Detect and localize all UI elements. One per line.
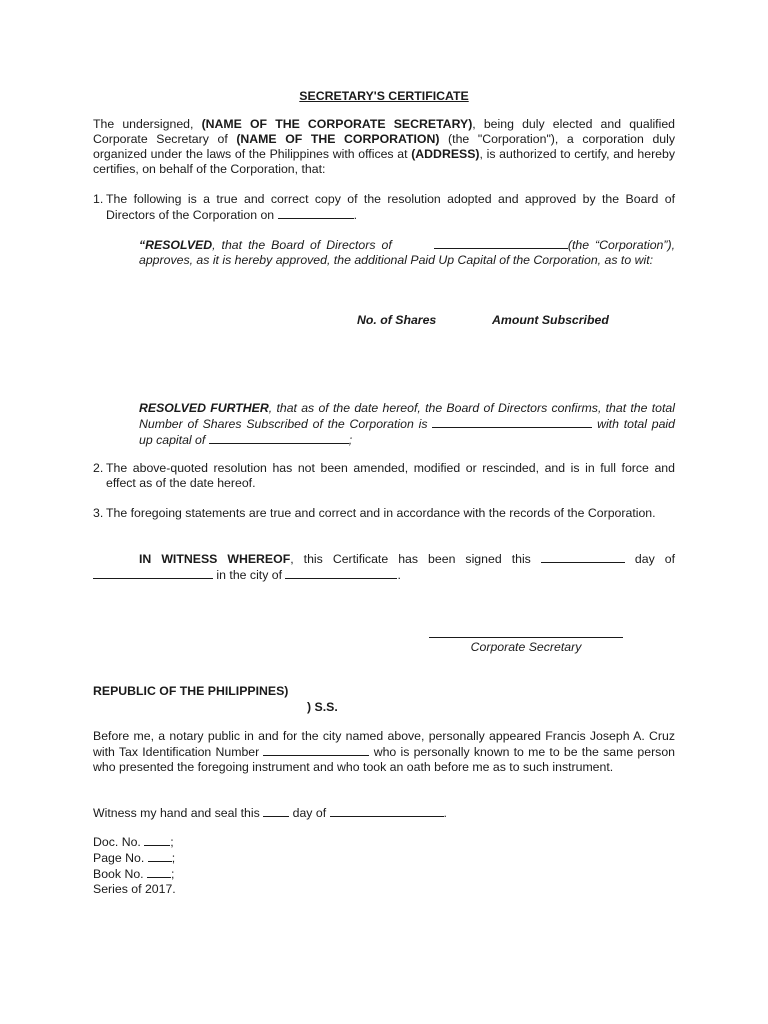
item-3-text: The foregoing statements are true and correct and in accordance with the records of the Corporation.	[106, 506, 656, 520]
witness-paragraph	[93, 551, 675, 583]
item-2-number: 2.	[93, 461, 104, 475]
page-no-blank[interactable]	[148, 850, 172, 862]
notary-paragraph	[93, 729, 675, 775]
month-blank[interactable]	[93, 567, 213, 579]
document-title: SECRETARY'S CERTIFICATE	[299, 89, 469, 103]
doc-info	[93, 834, 675, 897]
notary-text-1: Before me, a notary public in and for the city named above, personally appeared Francis Joseph A. Cruz with Tax Identification Number	[93, 729, 675, 759]
signature-line[interactable]	[429, 637, 623, 638]
doc-no-blank[interactable]	[144, 834, 170, 846]
board-blank[interactable]	[434, 237, 568, 249]
resolved-further-end: ;	[348, 433, 353, 447]
page-no-line	[93, 850, 675, 866]
witness-hand-text-2: day of	[292, 806, 327, 820]
witness-hand-text-1: Witness my hand and seal this	[93, 806, 260, 820]
page-no-label: Page No.	[93, 851, 145, 865]
item-1	[93, 192, 675, 223]
witness-text-2: day of	[634, 552, 675, 566]
item-1-end: .	[353, 208, 357, 222]
doc-no-sep: ;	[170, 835, 174, 849]
witness-text-1: , this Certificate has been signed this	[290, 552, 531, 566]
tin-blank[interactable]	[263, 744, 369, 756]
seal-month-blank[interactable]	[330, 805, 444, 817]
item-3	[93, 506, 675, 521]
seal-day-blank[interactable]	[263, 805, 289, 817]
book-no-blank[interactable]	[147, 866, 171, 878]
resolved-further-text-1: , that as of the date hereof, the Board of Directors confirms, that the total Number of Shares Subscribed of the Corporation is	[139, 401, 675, 431]
witness-text-3: in the city of	[216, 568, 283, 582]
intro-text-2: , being duly elected and qualified Corporate Secretary of	[93, 117, 675, 146]
item-1-body: The following is a true and correct copy of the resolution adopted and approved by the Board of Directors of the Corporation on	[106, 192, 675, 222]
item-2	[93, 461, 675, 491]
signed-day-blank[interactable]	[541, 551, 625, 563]
resolved-further-paragraph	[139, 401, 675, 448]
notary-text-2: who is personally known to me to be the same person who presented the foregoing instrument and who took an oath before me as to such instrument.	[93, 745, 676, 774]
witness-line-2	[93, 567, 675, 583]
witness-label: IN WITNESS WHEREOF	[139, 552, 291, 566]
city-blank[interactable]	[285, 567, 397, 579]
date-blank[interactable]	[278, 207, 354, 219]
witness-hand-end: .	[443, 806, 447, 820]
shares-blank[interactable]	[432, 416, 592, 428]
book-no-label: Book No.	[93, 867, 144, 881]
placeholder-secretary-name: (NAME OF THE CORPORATE SECRETARY)	[201, 117, 473, 131]
book-no-sep: ;	[171, 867, 175, 881]
resolved-text-1: , that the Board of Directors of	[212, 238, 392, 252]
resolved-paragraph	[139, 237, 675, 268]
venue-line-2: ) S.S.	[307, 700, 338, 714]
witness-end: .	[397, 568, 401, 582]
page-no-sep: ;	[171, 851, 176, 865]
col-no-of-shares: No. of Shares	[357, 313, 437, 327]
col-amount-subscribed: Amount Subscribed	[492, 313, 609, 327]
intro-text-4: , is authorized to certify, and hereby certifies, on behalf of the Corporation, that:	[93, 147, 675, 176]
doc-no-label: Doc. No.	[93, 835, 141, 849]
item-3-number: 3.	[93, 506, 104, 520]
book-no-line	[93, 866, 675, 882]
item-2-text: The above-quoted resolution has not been amended, modified or rescinded, and is in full force and effect as of the date hereof.	[106, 461, 675, 490]
resolved-further-label: RESOLVED FURTHER	[139, 401, 269, 415]
resolved-text-2: (the “Corporation”), approves, as it is hereby approved, the additional Paid Up Capital of the Corporation, as to wit:	[139, 238, 675, 267]
intro-paragraph	[93, 117, 675, 177]
intro-text-3: (the "Corporation"), a corporation duly organized under the laws of the Philippines with offices at	[93, 132, 675, 161]
item-1-text	[106, 192, 675, 223]
placeholder-corporation-name: (NAME OF THE CORPORATION)	[236, 132, 440, 146]
item-1-number: 1.	[93, 192, 104, 206]
placeholder-address: (ADDRESS)	[411, 147, 480, 161]
intro-text-1: The undersigned,	[93, 117, 202, 131]
witness-hand-line	[93, 805, 675, 821]
series-line: Series of 2017.	[93, 882, 176, 896]
resolved-label: “RESOLVED	[139, 238, 213, 252]
resolved-further-text-2: with total paid up capital of	[139, 417, 675, 447]
capital-blank[interactable]	[209, 432, 349, 444]
signature-label: Corporate Secretary	[470, 640, 582, 654]
doc-no-line	[93, 834, 675, 850]
witness-line-1	[139, 551, 675, 567]
venue-line-1: REPUBLIC OF THE PHILIPPINES)	[93, 684, 289, 698]
